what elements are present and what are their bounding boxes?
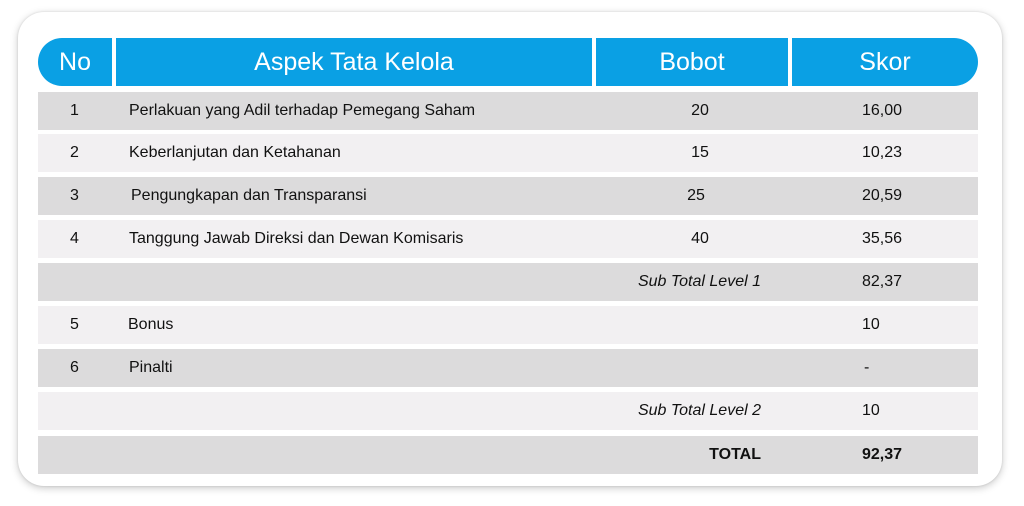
subtotal-label: Sub Total Level 1: [637, 273, 761, 290]
governance-score-table: [38, 38, 978, 463]
row-aspek: Pengungkapan dan Transparansi: [131, 187, 367, 204]
header-bobot: Bobot: [596, 38, 788, 86]
table-row: [38, 349, 978, 387]
row-skor: -: [864, 359, 870, 376]
total-label: TOTAL: [709, 446, 761, 463]
table-row: [38, 92, 978, 130]
row-bobot: 15: [691, 144, 709, 161]
row-skor: 10: [862, 316, 880, 333]
subtotal-skor: 82,37: [862, 273, 903, 290]
row-skor: 10,23: [862, 144, 903, 161]
row-bobot: 40: [691, 230, 709, 247]
row-skor: 16,00: [862, 102, 903, 119]
subtotal-row: [38, 392, 978, 430]
table-row: [38, 220, 978, 258]
row-no: 1: [70, 102, 79, 119]
subtotal-skor: 10: [862, 402, 880, 419]
row-aspek: Perlakuan yang Adil terhadap Pemegang Saham: [129, 102, 476, 119]
row-skor: 35,56: [862, 230, 903, 247]
table-row: [38, 177, 978, 215]
row-aspek: Pinalti: [129, 359, 173, 376]
header-skor: Skor: [792, 38, 978, 86]
row-bobot: 20: [691, 102, 709, 119]
subtotal-label: Sub Total Level 2: [637, 402, 761, 419]
row-no: 3: [70, 187, 79, 204]
table-header: [38, 38, 978, 86]
total-skor: 92,37: [862, 446, 903, 463]
row-skor: 20,59: [862, 187, 903, 204]
header-aspek: Aspek Tata Kelola: [116, 38, 592, 86]
row-no: 6: [70, 359, 79, 376]
row-aspek: Tanggung Jawab Direksi dan Dewan Komisaris: [129, 230, 464, 247]
row-bobot: 25: [687, 187, 705, 204]
row-no: 5: [70, 316, 79, 333]
row-aspek: Bonus: [128, 316, 174, 333]
table-row: [38, 134, 978, 172]
header-no: No: [38, 38, 112, 86]
subtotal-row: [38, 263, 978, 301]
row-no: 2: [70, 144, 79, 161]
table-row: [38, 306, 978, 344]
total-row: [38, 436, 978, 474]
row-no: 4: [70, 230, 79, 247]
row-aspek: Keberlanjutan dan Ketahanan: [129, 144, 341, 161]
